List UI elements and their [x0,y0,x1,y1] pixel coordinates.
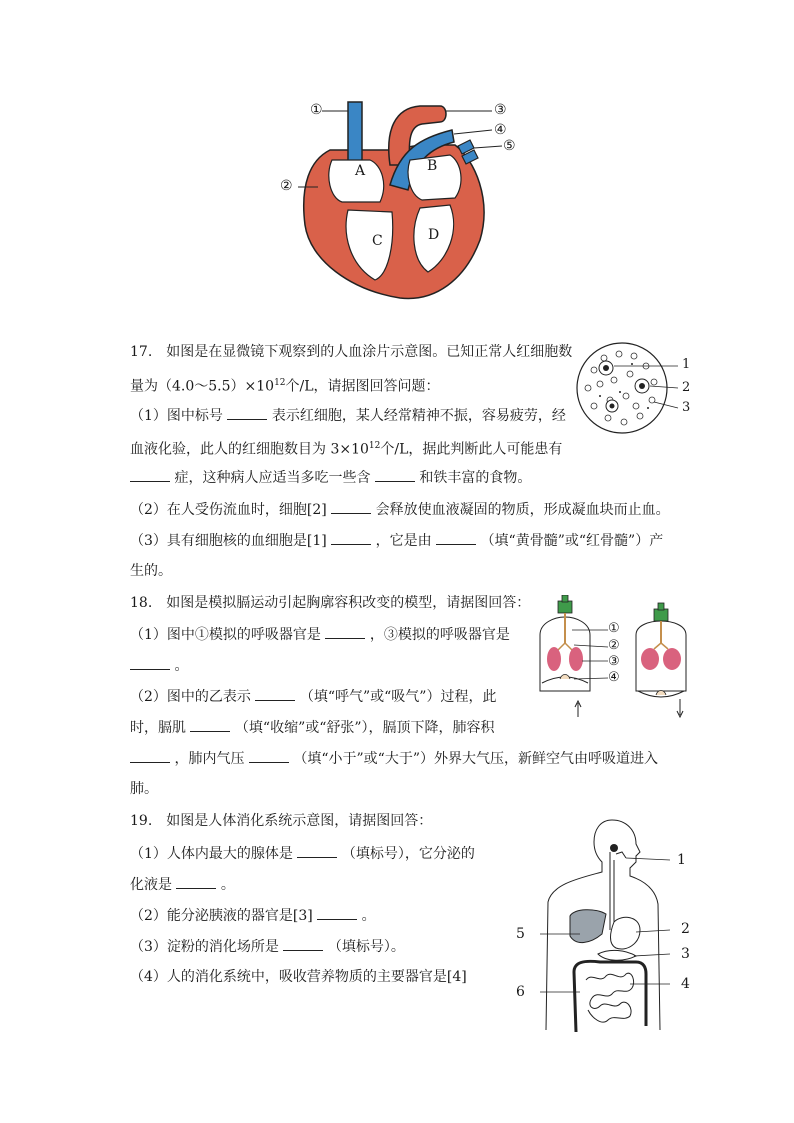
q19-l5b: （填标号）。 [327,939,405,955]
heart-chamber-b: B [427,158,438,174]
answer-blank[interactable] [130,467,170,482]
q18-l2b: ，③模拟的呼吸器官是 [369,627,510,643]
q17-l7a: （3）具有细胞核的血细胞是[1] [130,533,327,549]
blood-smear-diagram [574,340,694,440]
heart-chamber-a: A [355,163,366,179]
jar-label-1: ① [608,621,620,636]
digestive-label-3: 3 [681,946,690,962]
q17-line-4 [130,436,562,460]
heart-chamber-c: C [372,233,383,249]
digestive-label-2: 2 [681,921,690,937]
q17-l3a: （1）图中标号 [130,408,223,424]
small-intestine [586,973,634,1022]
q17-exp: 12 [274,378,286,388]
answer-blank[interactable] [297,843,337,858]
heart-label-4: ④ [494,122,507,138]
liver [570,910,606,943]
lung-model [641,648,659,670]
stomach [611,917,641,949]
lung-model [569,647,583,671]
answer-blank[interactable] [283,936,323,951]
heart-chamber-d: D [428,227,440,243]
answer-blank[interactable] [375,467,415,482]
q18-line-3 [130,655,188,676]
q19-line-3 [130,874,235,895]
lung-model [547,647,561,671]
q17-line-3 [130,405,566,426]
q17-line-2 [130,373,440,397]
pancreas [598,950,636,960]
q17-l2a: 量为（4.0～5.5）×10 [130,378,275,395]
digestive-system-diagram [540,812,670,1034]
q17-l6a: （2）在人受伤流血时，细胞[2] [130,502,327,518]
q19-l5a: （3）淀粉的消化场所是 [130,939,279,955]
heart-label-1: ① [310,102,323,118]
q19-l2b: （填标号），它分泌的 [341,846,475,862]
q17-l5b: 和铁丰富的食物。 [419,470,532,486]
q17-l5a: 症，这种病人应适当多吃一些含 [174,470,371,486]
jar-label-3: ③ [608,654,620,669]
q19-l3b: 。 [220,877,235,893]
answer-blank[interactable] [130,748,170,763]
q19-l2a: （1）人体内最大的腺体是 [130,846,293,862]
q18-l5a: 时，膈肌 [130,720,186,736]
q19-line-4 [130,905,376,926]
q18-line-1: 18. 如图是模拟膈运动引起胸廓容积改变的模型，请据图回答： [130,595,531,611]
q18-l6a: ，肺内气压 [174,751,245,767]
heart-label-5: ⑤ [503,138,516,154]
vena-cava-superior [348,102,362,162]
q19-line-5 [130,936,405,957]
q18-l2a: （1）图中①模拟的呼吸器官是 [130,627,321,643]
smear-label-1: 1 [682,357,691,372]
answer-blank[interactable] [130,655,170,670]
q19-line-2 [130,843,475,864]
q19-line-6: （4）人的消化系统中，吸收营养物质的主要器官是[4] [130,969,467,985]
answer-blank[interactable] [317,905,357,920]
digestive-label-1: 1 [677,852,686,868]
answer-blank[interactable] [331,499,371,514]
q17-line-8: 生的。 [130,563,172,579]
answer-blank[interactable] [249,748,289,763]
q18-line-2 [130,624,510,645]
lung-model [663,648,681,670]
heart-label-2: ② [280,178,293,194]
q17-l2b: 个/L，请据图回答问题： [285,378,440,395]
q18-l6b: （填“小于”或“大于”）外界大气压，新鲜空气由呼吸道进入 [293,751,658,767]
answer-blank[interactable] [227,405,267,420]
jar-label-4: ④ [608,670,620,685]
q19-l4b: 。 [361,908,376,924]
q17-l4a: 血液化验，此人的红细胞数目为 3×10 [130,441,369,458]
q17-l4b: 个/L，据此判断此人可能患有 [380,441,563,458]
q18-line-6 [130,748,658,769]
q19-l4a: （2）能分泌胰液的器官是[3] [130,908,313,924]
q18-l4a: （2）图中的乙表示 [130,689,251,705]
digestive-label-4: 4 [681,976,690,992]
heart-diagram [270,90,530,305]
q18-line-4 [130,686,496,707]
q19-l3a: 化液是 [130,877,172,893]
digestive-label-6: 6 [516,984,525,1000]
q17-l7b: ，它是由 [375,533,432,549]
answer-blank[interactable] [190,717,230,732]
digestive-label-5: 5 [516,926,525,942]
answer-blank[interactable] [436,530,476,545]
q17-line-5 [130,467,531,488]
q17-l6b: 会释放使血液凝固的物质，形成凝血块而止血。 [375,502,670,518]
q18-line-7: 肺。 [130,781,158,797]
q17-l7c: （填“黄骨髓”或“红骨髓”）产 [480,533,664,549]
q18-l5b: （填“收缩”或“舒张”），膈顶下降，肺容积 [234,720,495,736]
q18-l3: 。 [174,658,189,674]
q17-line-7 [130,530,663,551]
q17-l3b: 表示红细胞，某人经常精神不振，容易疲劳，经 [271,408,566,424]
answer-blank[interactable] [325,624,365,639]
answer-blank[interactable] [176,874,216,889]
q17-line-1: 17. 如图是在显微镜下观察到的人血涂片示意图。已知正常人红细胞数 [130,344,573,360]
smear-label-2: 2 [682,380,691,395]
answer-blank[interactable] [255,686,295,701]
answer-blank[interactable] [331,530,371,545]
q17-line-6 [130,499,670,520]
jar-label-2: ② [608,638,620,653]
q18-l4b: （填“呼气”或“吸气”）过程，此 [299,689,497,705]
q19-line-1: 19. 如图是人体消化系统示意图，请据图回答： [130,813,433,829]
heart-label-3: ③ [494,102,507,118]
smear-label-3: 3 [682,400,691,415]
q17-exp-2: 12 [368,441,381,451]
large-intestine [574,961,646,1032]
q18-line-5 [130,717,495,738]
